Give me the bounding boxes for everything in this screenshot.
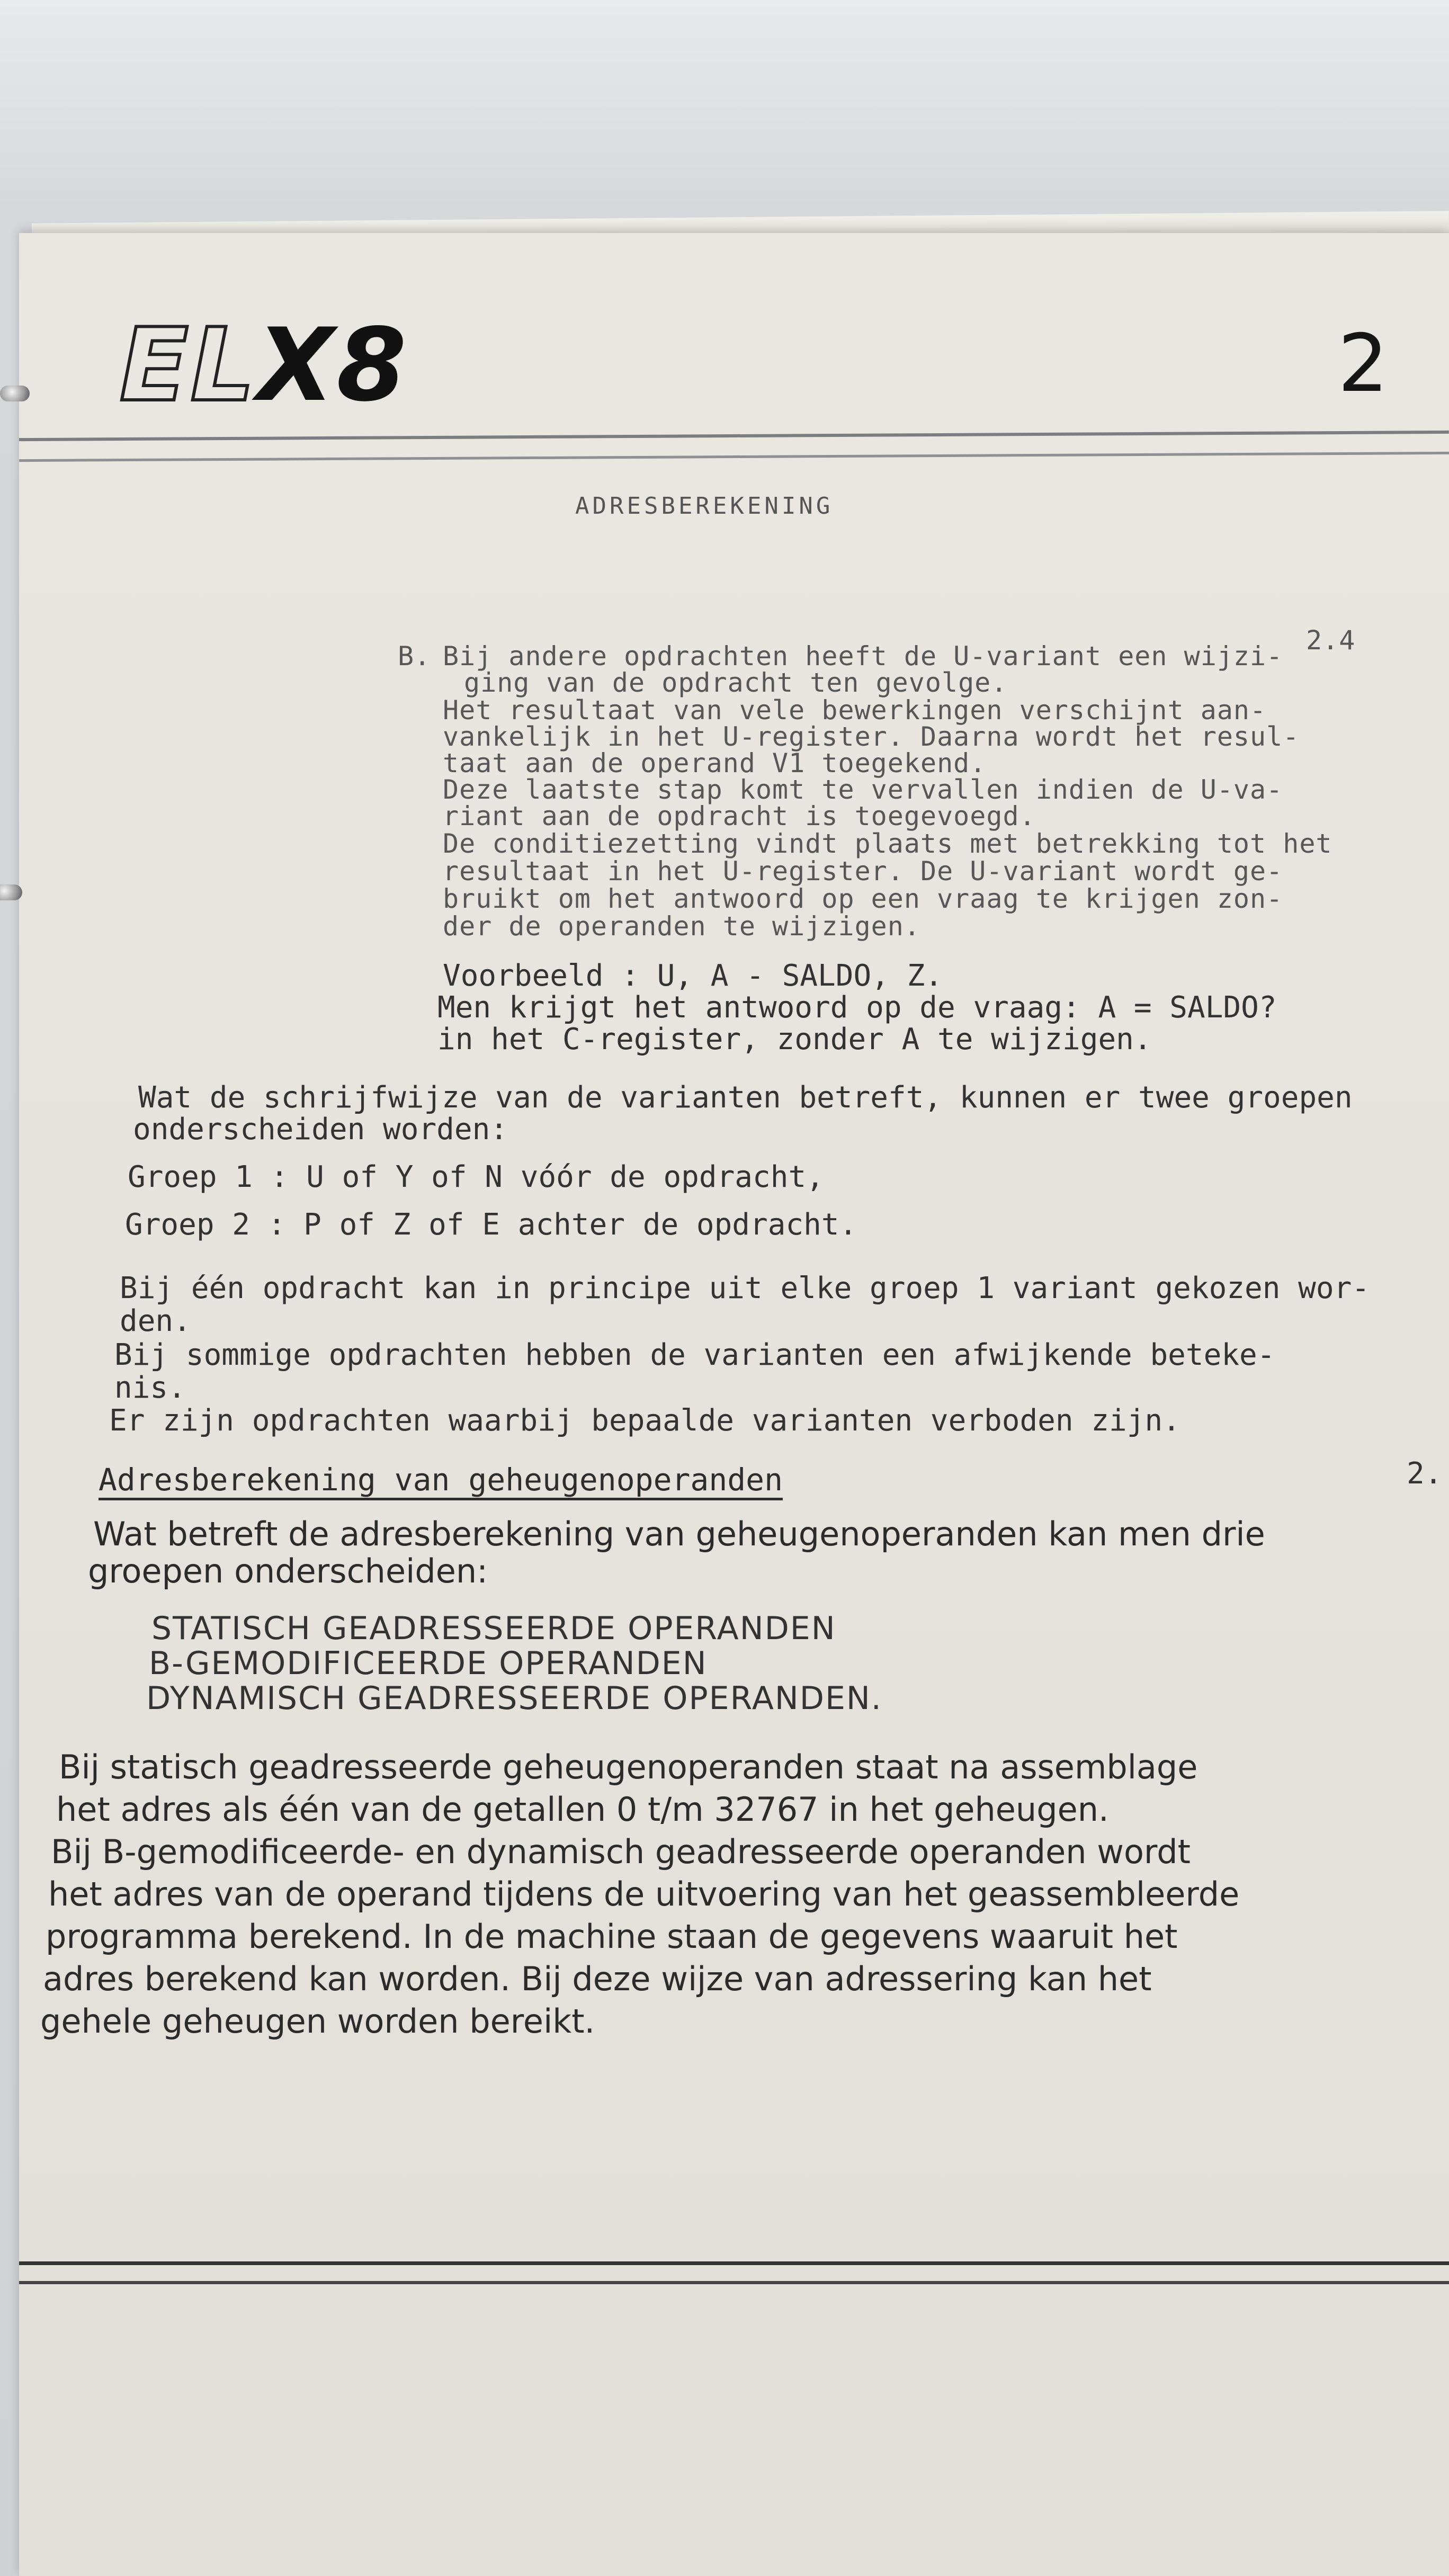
item-b-line: Bij andere opdrachten heeft de U-variant een wijzi- xyxy=(443,641,1283,672)
item-b-line: taat aan de operand V1 toegekend. xyxy=(443,748,987,779)
example-line: Voorbeeld : U, A - SALDO, Z. xyxy=(443,959,943,993)
section-title: Adresberekening van geheugenoperanden xyxy=(99,1462,783,1498)
section-number-right: 2. xyxy=(1407,1456,1443,1491)
example-line: in het C-register, zonder A te wijzigen. xyxy=(437,1022,1152,1057)
body-line: het adres als één van de getallen 0 t/m 32767 in het geheugen. xyxy=(56,1790,1109,1829)
section-intro-line: Wat betreft de adresberekening van geheugenoperanden kan men drie xyxy=(93,1515,1265,1553)
item-b-line: resultaat in het U-register. De U-variant wordt ge- xyxy=(443,856,1283,887)
section-number: 2.4 xyxy=(1306,625,1356,656)
operand-type: STATISCH GEADRESSEERDE OPERANDEN xyxy=(151,1610,836,1647)
binder-ring xyxy=(0,884,22,900)
example-line: Men krijgt het antwoord op de vraag: A = SALDO? xyxy=(437,990,1277,1025)
item-b-line: Het resultaat van vele bewerkingen verschijnt aan- xyxy=(443,695,1267,726)
header-rule xyxy=(19,431,1449,462)
item-b-line: riant aan de opdracht is toegevoegd. xyxy=(443,801,1036,831)
rule-line: den. xyxy=(120,1304,191,1338)
logo-part-el: EL xyxy=(120,307,257,424)
rule-line: Bij sommige opdrachten hebben de varianten een afwijkende beteke- xyxy=(114,1338,1275,1372)
body-line: Bij B-gemodificeerde- en dynamisch geadresseerde operanden wordt xyxy=(51,1832,1191,1871)
footer-rule xyxy=(19,2261,1449,2284)
logo-part-x8: X8 xyxy=(256,307,409,424)
binder-ring xyxy=(0,386,30,401)
page-number: 2 xyxy=(1338,318,1389,410)
body-line: adres berekend kan worden. Bij deze wijze van adressering kan het xyxy=(43,1960,1152,1998)
body-line: het adres van de operand tijdens de uitvoering van het geassembleerde xyxy=(48,1875,1240,1913)
item-marker: B. xyxy=(398,641,431,672)
body-line: Bij statisch geadresseerde geheugenoperanden staat na assemblage xyxy=(59,1748,1198,1786)
rule-line: nis. xyxy=(114,1371,186,1405)
item-b-line: vankelijk in het U-register. Daarna wordt het resul- xyxy=(443,721,1300,752)
groups-intro-line: onderscheiden worden: xyxy=(133,1112,508,1147)
group-line: Groep 1 : U of Y of N vóór de opdracht, xyxy=(128,1160,824,1194)
section-intro-line: groepen onderscheiden: xyxy=(88,1552,488,1590)
item-b-line: der de operanden te wijzigen. xyxy=(443,911,920,942)
groups-intro-line: Wat de schrijfwijze van de varianten betreft, kunnen er twee groepen xyxy=(138,1080,1353,1115)
rule-line: Bij één opdracht kan in principe uit elke groep 1 variant gekozen wor- xyxy=(120,1271,1370,1305)
elx8-logo xyxy=(120,307,409,424)
page-heading: ADRESBEREKENING xyxy=(575,493,834,520)
item-b-line: Deze laatste stap komt te vervallen indien de U-va- xyxy=(443,774,1283,805)
item-b-line: De conditiezetting vindt plaats met betrekking tot het xyxy=(443,828,1332,859)
item-b-line: ging van de opdracht ten gevolge. xyxy=(464,667,1008,698)
body-line: gehele geheugen worden bereikt. xyxy=(40,2002,595,2041)
body-line: programma berekend. In de machine staan de gegevens waaruit het xyxy=(46,1917,1178,1956)
item-b-line: bruikt om het antwoord op een vraag te krijgen zon- xyxy=(443,883,1283,914)
operand-type: B-GEMODIFICEERDE OPERANDEN xyxy=(149,1645,708,1682)
operand-type: DYNAMISCH GEADRESSEERDE OPERANDEN. xyxy=(146,1680,882,1717)
rule-line: Er zijn opdrachten waarbij bepaalde varianten verboden zijn. xyxy=(109,1403,1180,1438)
document-page xyxy=(19,233,1449,2576)
group-line: Groep 2 : P of Z of E achter de opdracht. xyxy=(125,1208,857,1242)
